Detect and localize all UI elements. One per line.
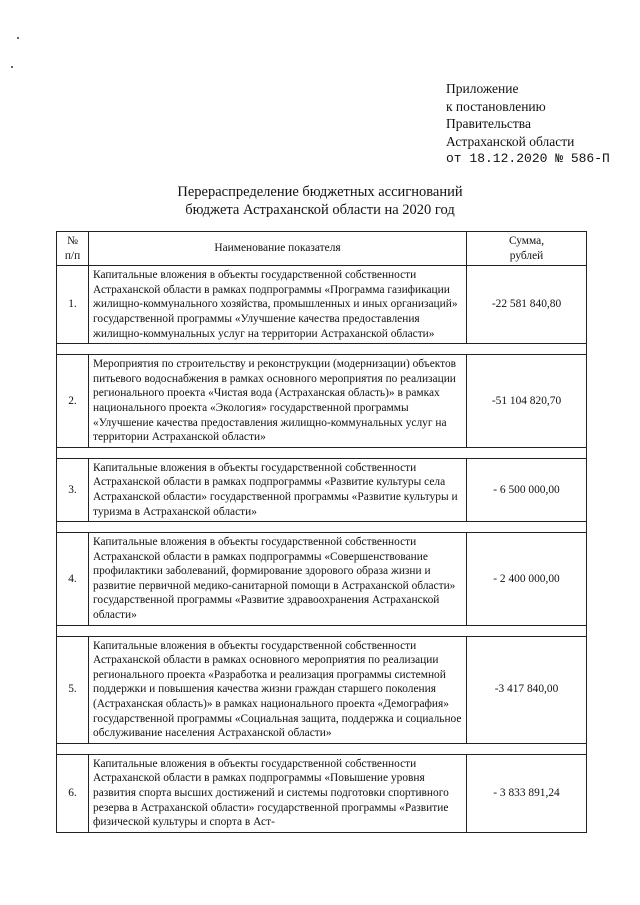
row-number: 4. (57, 533, 89, 626)
table-row (57, 355, 587, 448)
row-number: 5. (57, 636, 89, 743)
row-number: 1. (57, 266, 89, 344)
header-sum (467, 232, 587, 266)
header-number-line: п/п (64, 249, 81, 262)
allocation-table (56, 231, 587, 833)
appendix-line: Приложение (446, 81, 519, 96)
row-sum: -51 104 820,70 (467, 355, 587, 448)
row-name: Капитальные вложения в объекты государственной собственности Астраханской области в рамках подпрограммы «Повышение уровня развития спорта высших достижений и системы подготовки спортивного резерва в Астраханской области» государственной программы «Развитие физической культуры и спорта в Аст- (89, 754, 467, 832)
appendix-line: к постановлению (446, 98, 546, 114)
table-row (57, 266, 587, 344)
row-name: Капитальные вложения в объекты государственной собственности Астраханской области в рамках подпрограммы «Совершенствование профилактики заболеваний, формирование здорового образа жизни и развитие первичной медико-санитарной помощи в Астраханской области» государственной программы «Развитие здравоохранения Астраханской области» (89, 533, 467, 626)
row-name: Капитальные вложения в объекты государственной собственности Астраханской области в рамках подпрограммы «Программа газификации жилищно-коммунального хозяйства, промышленных и иных организаций» государственной программы «Улучшение качества предоставления жилищно-коммунальных услуг на территории Астраханской области» (89, 266, 467, 344)
row-name: Мероприятия по строительству и реконструкции (модернизации) объектов питьевого водоснабжения в рамках основного мероприятия по реализации регионального проекта «Чистая вода (Астраханская область)» в рамках национального проекта «Экология» государственной программы «Улучшение качества предоставления жилищно-коммунальных услуг на территории Астраханской области» (89, 355, 467, 448)
row-gap (57, 625, 587, 636)
row-sum: - 6 500 000,00 (467, 458, 587, 521)
header-number-line: № (67, 235, 78, 247)
header-name: Наименование показателя (89, 232, 467, 266)
table-row (57, 533, 587, 626)
row-gap (57, 344, 587, 355)
appendix-line: Правительства (446, 116, 531, 131)
table-row (57, 636, 587, 743)
row-sum: -3 417 840,00 (467, 636, 587, 743)
title-line: Перераспределение бюджетных ассигнований (177, 184, 463, 200)
row-number: 2. (57, 355, 89, 448)
row-sum: - 2 400 000,00 (467, 533, 587, 626)
row-name: Капитальные вложения в объекты государственной собственности Астраханской области в рамках основного мероприятия по реализации регионального проекта «Разработка и реализация программы системной поддержки и повышения качества жизни граждан старшего поколения (Астраханская область)» в рамках национального проекта «Демография» государственной программы «Социальная защита, поддержка и социальное обслуживание населения Астраханской области» (89, 636, 467, 743)
scan-speck (11, 66, 13, 68)
row-sum: - 3 833 891,24 (467, 754, 587, 832)
document-title (0, 183, 640, 219)
row-name: Капитальные вложения в объекты государственной собственности Астраханской области в рамках подпрограммы «Развитие культуры села Астраханской области» государственной программы «Развитие культуры и туризма в Астраханской области» (89, 458, 467, 521)
header-sum-line: Сумма, (508, 235, 545, 247)
row-gap (57, 743, 587, 754)
table-row (57, 754, 587, 832)
header-sum-line: рублей (509, 249, 544, 262)
appendix-line: Астраханской области (446, 133, 575, 149)
row-number: 6. (57, 754, 89, 832)
row-number: 3. (57, 458, 89, 521)
row-sum: -22 581 840,80 (467, 266, 587, 344)
scan-speck (17, 37, 19, 39)
header-number (57, 232, 89, 266)
table-header-row (57, 232, 587, 266)
row-gap (57, 447, 587, 458)
appendix-date-number: от 18.12.2020 № 586-П (446, 151, 610, 166)
table-row (57, 458, 587, 521)
title-line: бюджета Астраханской области на 2020 год (185, 202, 455, 218)
appendix-block (446, 80, 610, 168)
row-gap (57, 522, 587, 533)
